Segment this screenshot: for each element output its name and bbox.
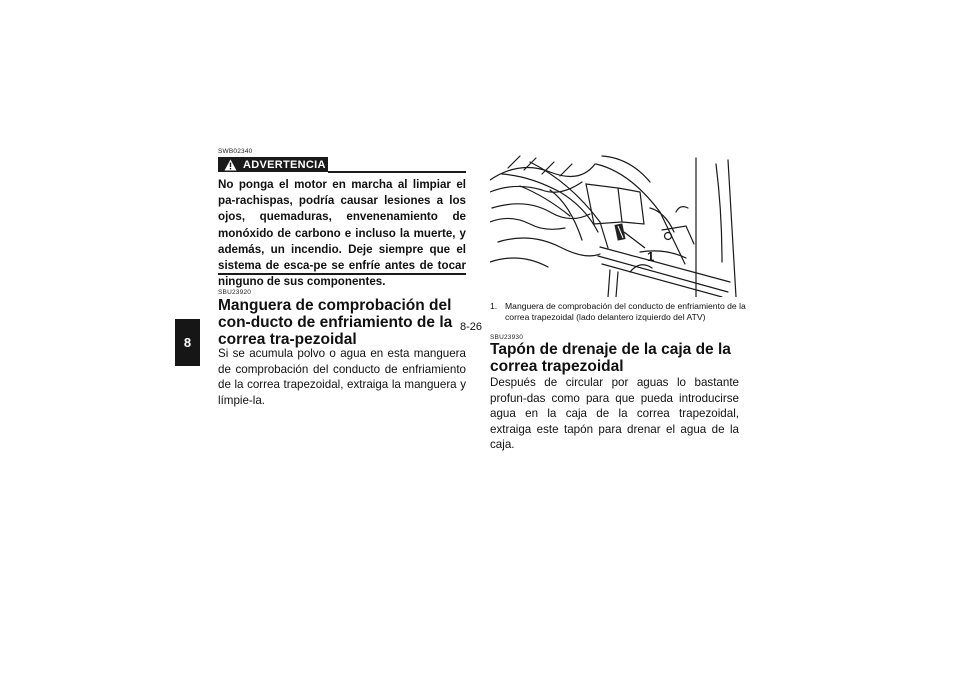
warning-triangle-icon — [224, 159, 237, 171]
warning-bottom-rule — [218, 273, 466, 275]
section-heading-hose: Manguera de comprobación del con-ducto de enfriamiento de la correa tra-pezoidal — [218, 297, 453, 348]
section-code-right: SBU23930 — [490, 334, 524, 341]
warning-badge — [218, 157, 328, 172]
caption-text: Manguera de comprobación del conducto de enfriamiento de la correa trapezoidal (lado delantero izquierdo del ATV) — [505, 301, 746, 322]
warning-header — [218, 157, 466, 175]
section-code-left: SBU23920 — [218, 289, 252, 296]
section-body-drain-plug: Después de circular por aguas lo bastante profun-das como para que pueda introducirse agua en la caja de la correa trapezoidal, extraiga este tapón para drenar el agua de la caja. — [490, 376, 739, 451]
figure-callout-1: 1 — [647, 249, 655, 264]
page-number: 8-26 — [460, 321, 483, 333]
warning-header-rule — [328, 171, 466, 173]
section-body-hose: Si se acumula polvo o agua en esta manguera de comprobación del conducto de enfriamiento de la correa trapezoidal, extraiga la manguera y límpie-la. — [218, 347, 466, 407]
caption-number: 1. — [490, 301, 498, 311]
figure-photo — [490, 152, 738, 297]
section-heading-drain-plug: Tapón de drenaje de la caja de la correa trapezoidal — [490, 341, 731, 375]
section-tab: 8 — [175, 319, 200, 366]
warning-code: SWB02340 — [218, 148, 253, 155]
warning-label: ADVERTENCIA — [243, 158, 326, 171]
warning-text: No ponga el motor en marcha al limpiar el pa-rachispas, podría causar lesiones a los ojos, quemaduras, envenenamiento de monóxido de carbono e incluso la muerte, y además, un incendio. Deje siempre que el sistema de esca-pe se enfríe antes de tocar ninguno de sus componentes. — [218, 178, 466, 289]
